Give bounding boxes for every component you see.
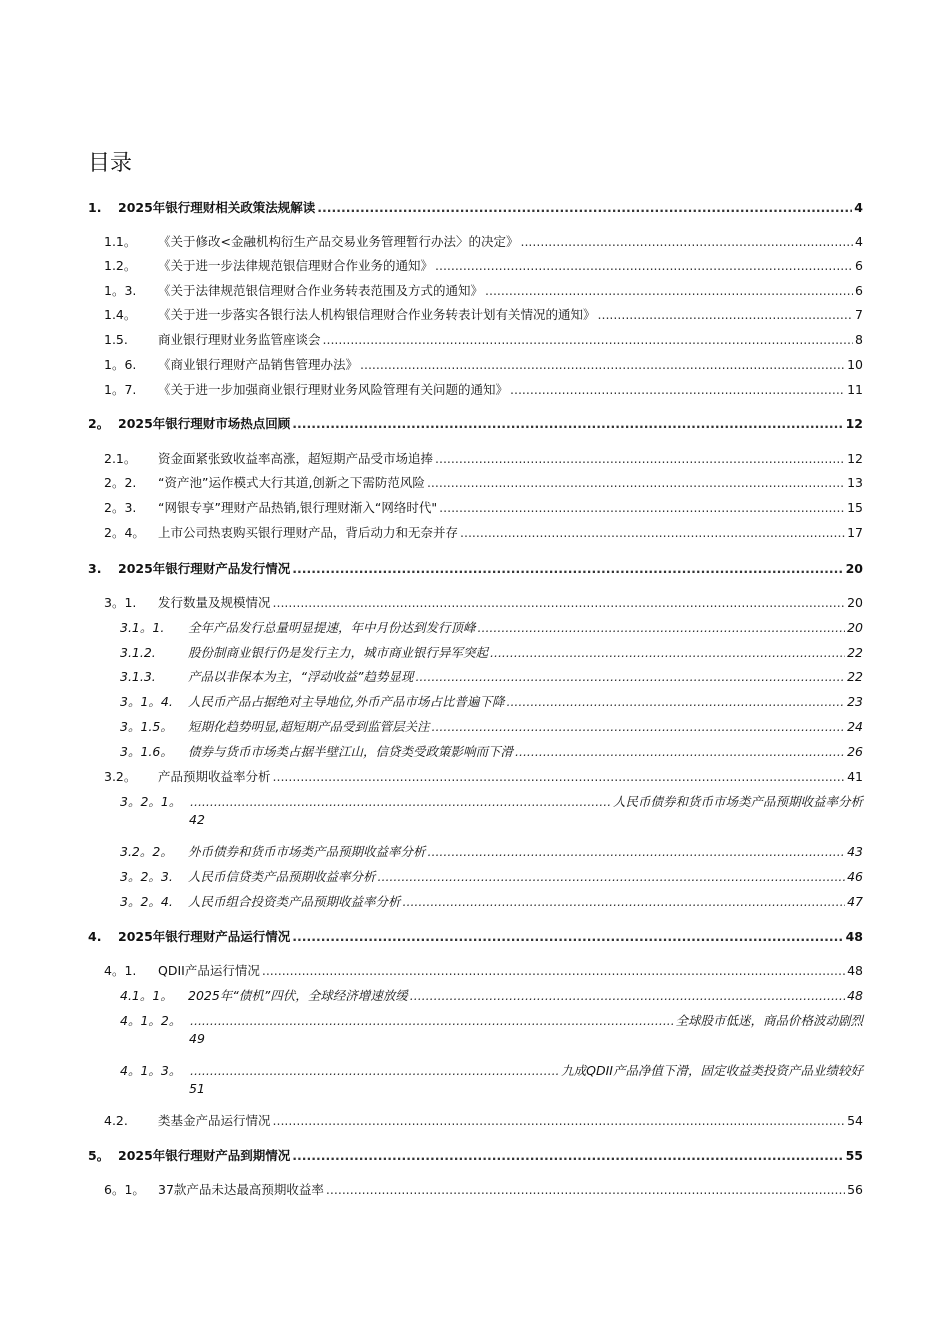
toc-page: 20 bbox=[845, 561, 863, 576]
toc-text: “资产池”运作模式大行其道,创新之下需防范风险 bbox=[158, 475, 425, 490]
toc-leader bbox=[292, 928, 843, 946]
toc-page: 4 bbox=[854, 200, 863, 215]
toc-text: 短期化趋势明显,超短期产品受到监管层关注 bbox=[188, 719, 430, 734]
toc-text: 人民币产品占据绝对主导地位,外币产品市场占比普遍下降 bbox=[188, 694, 505, 709]
toc-page: 54 bbox=[847, 1113, 863, 1128]
toc-text: 产品以非保本为主，“浮动收益”趋势显现 bbox=[188, 669, 414, 684]
toc-leader bbox=[273, 594, 846, 612]
toc-page: 41 bbox=[847, 769, 863, 784]
toc-text: 《商业银行理财产品销售管理办法》 bbox=[158, 357, 359, 372]
toc-entry[interactable] bbox=[88, 768, 863, 786]
toc-leader bbox=[326, 1181, 845, 1199]
toc-page: 26 bbox=[847, 744, 863, 759]
toc-text: 资金面紧张致收益率高涨，超短期产品受市场追捧 bbox=[158, 451, 434, 466]
toc-text: 产品预期收益率分析 bbox=[158, 769, 271, 784]
toc-leader bbox=[431, 718, 845, 736]
toc-entry[interactable] bbox=[88, 693, 863, 711]
toc-page: 23 bbox=[847, 694, 863, 709]
toc-number: 6。1。 bbox=[104, 1182, 145, 1197]
toc-number: 3.2。 bbox=[104, 769, 137, 784]
toc-entry[interactable] bbox=[88, 718, 863, 736]
toc-text: 37款产品未达最高预期收益率 bbox=[158, 1182, 324, 1197]
toc-entry[interactable] bbox=[88, 868, 863, 886]
toc-number: 3.2。2。 bbox=[120, 844, 173, 859]
toc-number: 3。2。4. bbox=[120, 894, 173, 909]
toc-number: 1.4。 bbox=[104, 307, 137, 322]
toc-leader bbox=[435, 450, 845, 468]
toc-entry[interactable] bbox=[88, 381, 863, 399]
toc-number: 1.2。 bbox=[104, 258, 137, 273]
toc-page: 4 bbox=[855, 234, 863, 249]
toc-page: 22 bbox=[847, 645, 863, 660]
toc-number: 3。1。4. bbox=[120, 694, 173, 709]
toc-text: 商业银行理财业务监管座谈会 bbox=[158, 332, 321, 347]
toc-text: 人民币债券和货币市场类产品预期收益率分析 bbox=[612, 794, 863, 809]
toc-entry[interactable] bbox=[88, 1012, 863, 1048]
toc-text: QDII产品运行情况 bbox=[158, 963, 260, 978]
toc-text: 《关于法律规范银信理财合作业务转表范围及方式的通知》 bbox=[158, 283, 484, 298]
toc-number: 4。1。3。 bbox=[120, 1063, 182, 1078]
toc-number: 3。1.6。 bbox=[120, 744, 173, 759]
toc-page: 24 bbox=[847, 719, 863, 734]
toc-entry[interactable] bbox=[88, 843, 863, 861]
toc-number: 3.1.2. bbox=[120, 645, 156, 660]
toc-leader bbox=[292, 560, 843, 578]
toc-number: 1。6. bbox=[104, 357, 137, 372]
toc-page: 20 bbox=[847, 595, 863, 610]
toc-text: “网银专享”理财产品热销,银行理财渐入“网络时代" bbox=[158, 500, 438, 515]
toc-number: 2。 bbox=[88, 416, 110, 431]
toc-number: 5。 bbox=[88, 1148, 110, 1163]
toc-entry[interactable] bbox=[88, 928, 863, 946]
toc-text: 2025年银行理财产品到期情况 bbox=[118, 1148, 291, 1163]
toc-leader bbox=[190, 1062, 559, 1080]
toc-text: 2025年银行理财市场热点回顾 bbox=[118, 416, 291, 431]
toc-page: 12 bbox=[847, 451, 863, 466]
toc-number: 1。3. bbox=[104, 283, 137, 298]
toc-entry[interactable] bbox=[88, 962, 863, 980]
toc-leader bbox=[323, 331, 854, 349]
toc-page: 42 bbox=[189, 812, 205, 827]
toc-page: 13 bbox=[847, 475, 863, 490]
toc-text: 上市公司热衷购买银行理财产品，背后动力和无奈并存 bbox=[158, 525, 459, 540]
toc-number: 4.1。1。 bbox=[120, 988, 173, 1003]
toc-leader bbox=[273, 768, 846, 786]
toc-leader bbox=[428, 843, 846, 861]
toc-leader bbox=[490, 644, 845, 662]
toc-entry[interactable] bbox=[88, 306, 863, 324]
toc-leader bbox=[410, 987, 845, 1005]
toc-text: 发行数量及规模情况 bbox=[158, 595, 271, 610]
toc-number: 2。4。 bbox=[104, 525, 145, 540]
toc-number: 3.1.3. bbox=[120, 669, 156, 684]
toc-entry[interactable] bbox=[88, 560, 863, 578]
toc-text: 2025年银行理财相关政策法规解读 bbox=[118, 200, 316, 215]
toc-entry[interactable] bbox=[88, 594, 863, 612]
toc-entry[interactable] bbox=[88, 793, 863, 829]
toc-text: 《关于进一步法律规范银信理财合作业务的通知》 bbox=[158, 258, 434, 273]
toc-page: 49 bbox=[189, 1031, 205, 1046]
toc-leader bbox=[273, 1112, 846, 1130]
toc-leader bbox=[506, 693, 845, 711]
toc-entry[interactable] bbox=[88, 199, 863, 217]
toc-entry[interactable] bbox=[88, 619, 863, 637]
toc-number: 4. bbox=[88, 929, 102, 944]
toc-number: 1。7. bbox=[104, 382, 137, 397]
toc-number: 2.1。 bbox=[104, 451, 137, 466]
toc-leader bbox=[439, 499, 845, 517]
toc-text: 2025年银行理财产品发行情况 bbox=[118, 561, 291, 576]
toc-number: 3。1.5。 bbox=[120, 719, 173, 734]
toc-number: 3。2。3. bbox=[120, 869, 173, 884]
toc-page: 43 bbox=[847, 844, 863, 859]
toc-page: 20 bbox=[847, 620, 863, 635]
toc-text: 全年产品发行总量明显提速，年中月份达到发行顶峰 bbox=[188, 620, 476, 635]
toc-leader bbox=[478, 619, 846, 637]
toc-leader bbox=[190, 1012, 673, 1030]
toc-text: 类基金产品运行情况 bbox=[158, 1113, 271, 1128]
toc-leader bbox=[378, 868, 846, 886]
toc-text: 人民币组合投资类产品预期收益率分析 bbox=[188, 894, 401, 909]
toc-number: 2。2. bbox=[104, 475, 137, 490]
toc-entry[interactable] bbox=[88, 331, 863, 349]
toc-number: 3. bbox=[88, 561, 102, 576]
toc-leader bbox=[415, 668, 845, 686]
toc-entry[interactable] bbox=[88, 282, 863, 300]
toc-leader bbox=[598, 306, 854, 324]
toc-text: 《关于进一步加强商业银行理财业务风险管理有关问题的通知》 bbox=[158, 382, 509, 397]
toc-page: 48 bbox=[845, 929, 863, 944]
toc-text: 外币债券和货币市场类产品预期收益率分析 bbox=[188, 844, 426, 859]
toc-entry[interactable] bbox=[88, 743, 863, 761]
toc-page: 51 bbox=[189, 1081, 205, 1096]
toc-page: 17 bbox=[847, 525, 863, 540]
toc-page: 47 bbox=[847, 894, 863, 909]
toc-number: 3。2。1。 bbox=[120, 794, 182, 809]
toc-entry[interactable] bbox=[88, 257, 863, 275]
toc-leader bbox=[485, 282, 853, 300]
toc-page: 48 bbox=[847, 988, 863, 1003]
toc-number: 1.5. bbox=[104, 332, 128, 347]
toc-leader bbox=[515, 743, 845, 761]
toc-entry[interactable] bbox=[88, 987, 863, 1005]
toc-entry[interactable] bbox=[88, 499, 863, 517]
toc-leader bbox=[460, 524, 845, 542]
toc-leader bbox=[435, 257, 853, 275]
toc-number: 3。1. bbox=[104, 595, 137, 610]
toc-text: 《关于修改<金融机构衍生产品交易业务管理暂行办法〉的决定》 bbox=[158, 234, 519, 249]
toc-text: 九成QDII产品净值下滑，固定收益类投资产品业绩较好 bbox=[561, 1063, 863, 1078]
toc-leader bbox=[292, 415, 843, 433]
toc-entry[interactable] bbox=[88, 1147, 863, 1165]
toc-entry[interactable] bbox=[88, 524, 863, 542]
toc-entry[interactable] bbox=[88, 356, 863, 374]
toc-number: 1.1。 bbox=[104, 234, 137, 249]
toc-title: 目录 bbox=[88, 151, 133, 176]
toc-page: 22 bbox=[847, 669, 863, 684]
toc-leader bbox=[262, 962, 845, 980]
toc-leader bbox=[317, 199, 852, 217]
toc-number: 2。3. bbox=[104, 500, 137, 515]
toc-page: 11 bbox=[847, 382, 863, 397]
toc-leader bbox=[427, 474, 845, 492]
toc-text: 股份制商业银行仍是发行主力，城市商业银行异军突起 bbox=[188, 645, 489, 660]
toc-text: 全球股市低迷，商品价格波动剧烈 bbox=[675, 1013, 863, 1028]
toc-entry[interactable] bbox=[88, 233, 863, 251]
toc-number: 4。1。2。 bbox=[120, 1013, 182, 1028]
toc-number: 4.2. bbox=[104, 1113, 128, 1128]
toc-entry[interactable] bbox=[88, 1112, 863, 1130]
toc-entry[interactable] bbox=[88, 474, 863, 492]
toc-entry[interactable] bbox=[88, 450, 863, 468]
toc-text: 2025年银行理财产品运行情况 bbox=[118, 929, 291, 944]
toc-page: 10 bbox=[847, 357, 863, 372]
toc-number: 1. bbox=[88, 200, 102, 215]
toc-leader bbox=[403, 893, 846, 911]
toc-leader bbox=[292, 1147, 843, 1165]
toc-page: 8 bbox=[855, 332, 863, 347]
toc-page: 48 bbox=[847, 963, 863, 978]
toc-text: 人民币信贷类产品预期收益率分析 bbox=[188, 869, 376, 884]
toc-entry[interactable] bbox=[88, 1062, 863, 1098]
toc-text: 《关于进一步落实各银行法人机构银信理财合作业务转表计划有关情况的通知》 bbox=[158, 307, 596, 322]
toc-text: 债券与货币市场类占据半壁江山，信贷类受政策影响而下滑 bbox=[188, 744, 514, 759]
toc-number: 4。1. bbox=[104, 963, 137, 978]
toc-leader bbox=[520, 233, 853, 251]
toc-page: 56 bbox=[847, 1182, 863, 1197]
toc-leader bbox=[510, 381, 845, 399]
toc-page: 12 bbox=[845, 416, 863, 431]
toc-number: 3.1。1. bbox=[120, 620, 165, 635]
toc-entry[interactable] bbox=[88, 1181, 863, 1199]
toc-leader bbox=[360, 356, 845, 374]
toc-page: 6 bbox=[855, 283, 863, 298]
toc-entry[interactable] bbox=[88, 668, 863, 686]
toc-page: 6 bbox=[855, 258, 863, 273]
toc-page: 7 bbox=[855, 307, 863, 322]
toc-page: 46 bbox=[847, 869, 863, 884]
toc-entry[interactable] bbox=[88, 415, 863, 433]
toc-entry[interactable] bbox=[88, 644, 863, 662]
toc-text: 2025年“债机”四伏，全球经济增速放缓 bbox=[188, 988, 408, 1003]
toc-page: 15 bbox=[847, 500, 863, 515]
toc-leader bbox=[190, 793, 611, 811]
toc-page: 55 bbox=[845, 1148, 863, 1163]
toc-entry[interactable] bbox=[88, 893, 863, 911]
